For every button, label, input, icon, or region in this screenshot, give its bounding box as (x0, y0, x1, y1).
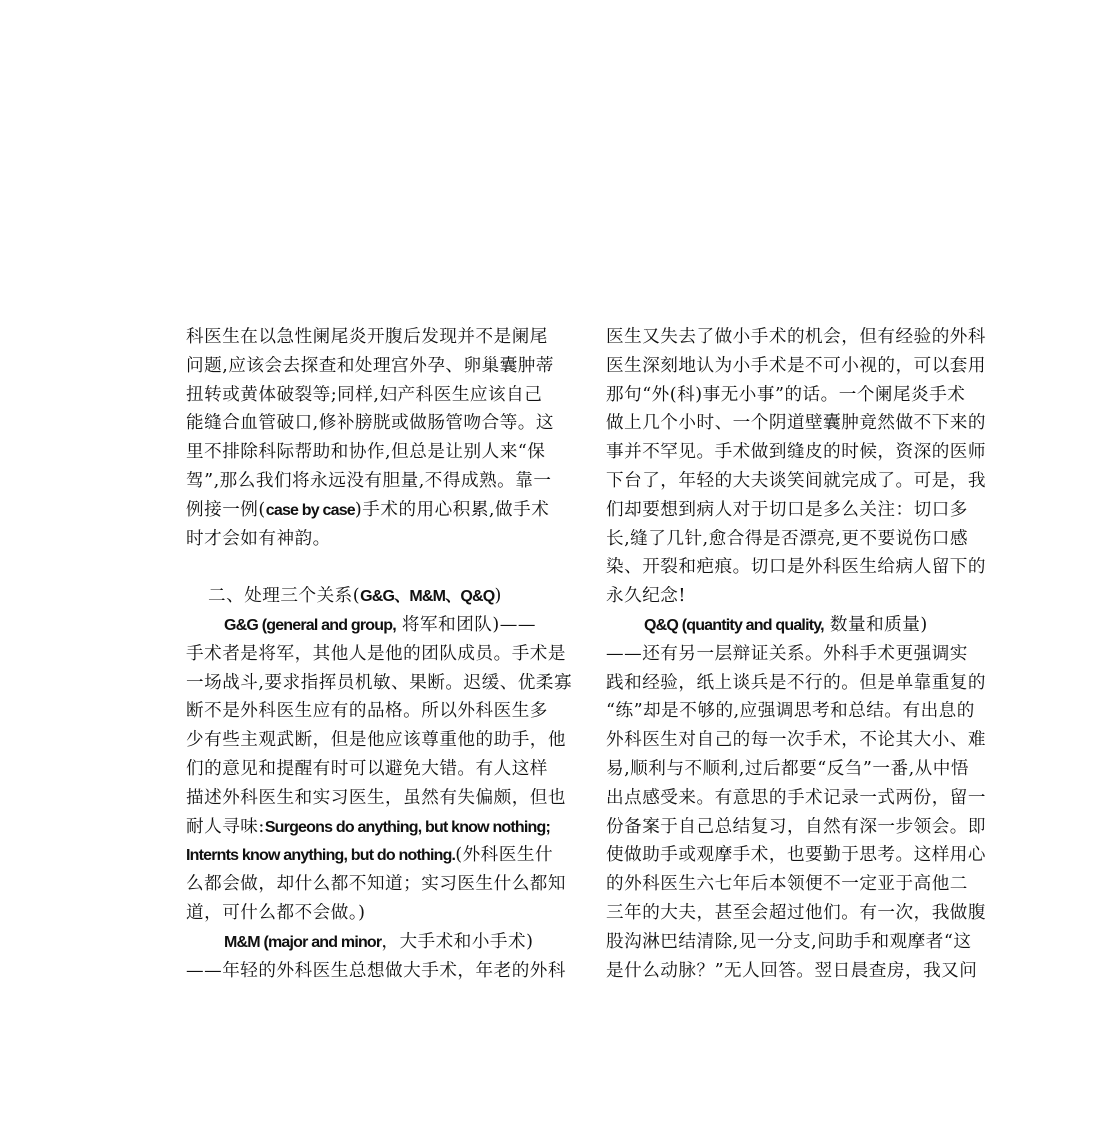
text-line: 手术者是将军，其他人是他的团队成员。手术是 (186, 643, 566, 664)
text-line: 的外科医生六七年后本领便不一定亚于高他二 (606, 874, 968, 895)
text-line: 里不排除科际帮助和协作,但总是让别人来“保 (186, 442, 546, 463)
text-segment: ) (494, 586, 502, 607)
text-line: 是什么动脉？”无人回答。翌日晨查房，我又问 (606, 960, 978, 981)
right-text-column (606, 323, 1002, 985)
text-line: 医生又失去了做小手术的机会，但有经验的外科 (606, 327, 986, 347)
text-line: 描述外科医生和实习医生，虽然有失偏颇，但也 (186, 787, 566, 808)
text-line: 永久纪念! (606, 586, 686, 607)
english-term: G&G、M&M、Q&Q (360, 588, 495, 606)
text-line: ——年轻的外科医生总想做大手术，年老的外科 (186, 960, 566, 981)
text-segment: (外科医生什 (455, 845, 554, 866)
text-line: 们的意见和提醒有时可以避免大错。有人这样 (186, 758, 548, 779)
left-text-column (186, 323, 578, 985)
section-heading (186, 582, 578, 611)
text-line: 驾”,那么我们将永远没有胆量,不得成熟。靠一 (186, 470, 552, 491)
text-line: 出点感受来。有意思的手术记录一式两份，留一 (606, 787, 986, 808)
text-line (186, 813, 578, 842)
text-line (186, 841, 578, 870)
text-line: 股沟淋巴结清除,见一分支,问助手和观摩者“这 (606, 931, 972, 952)
text-line: 断不是外科医生应有的品格。所以外科医生多 (186, 701, 548, 722)
term-heading (606, 611, 1002, 640)
text-line: 践和经验，纸上谈兵是不行的。但是单靠重复的 (606, 672, 986, 693)
text-segment: 数量和质量) (823, 614, 928, 635)
text-line: 下台了，年轻的大夫谈笑间就完成了。可是，我 (606, 470, 986, 491)
english-term: case by case (265, 501, 355, 519)
text-line: 使做助手或观摩手术，也要勤于思考。这样用心 (606, 845, 986, 866)
text-segment: )手术的用心积累,做手术 (354, 499, 550, 520)
text-line: 能缝合血管破口,修补膀胱或做肠管吻合等。这 (186, 413, 554, 434)
text-line: 外科医生对自己的每一次手术，不论其大小、难 (606, 730, 986, 751)
text-line: 少有些主观武断，但是他应该尊重他的助手，他 (186, 730, 566, 751)
text-segment: ，大手术和小手术) (381, 931, 534, 952)
english-term: M&M (major and minor (224, 933, 382, 951)
text-line: 们却要想到病人对于切口是多么关注：切口多 (606, 499, 968, 520)
text-segment: 二、处理三个关系( (208, 586, 361, 607)
text-line: 扭转或黄体破裂等;同样,妇产科医生应该自己 (186, 384, 543, 405)
text-line: 染、开裂和疤痕。切口是外科医生给病人留下的 (606, 557, 986, 578)
text-segment: 耐人寻味: (186, 816, 265, 837)
english-term: G&G (general and group, (224, 616, 396, 634)
english-term: Q&Q (quantity and quality, (644, 616, 824, 634)
text-line: 科医生在以急性阑尾炎开腹后发现并不是阑尾 (186, 327, 548, 347)
text-line: ——还有另一层辩证关系。外科手术更强调实 (606, 643, 968, 664)
text-line: 时才会如有神韵。 (186, 528, 331, 549)
text-segment: 例接一例( (186, 499, 266, 520)
text-line: 问题,应该会去探查和处理宫外孕、卵巢囊肿蒂 (186, 355, 554, 376)
text-line: “练”却是不够的,应强调思考和总结。有出息的 (606, 701, 975, 722)
term-heading (186, 928, 578, 957)
text-line: 份备案于自己总结复习，自然有深一步领会。即 (606, 816, 986, 837)
text-line: 事并不罕见。手术做到缝皮的时候，资深的医师 (606, 442, 986, 463)
text-line (186, 496, 578, 525)
text-line: 三年的大夫，甚至会超过他们。有一次，我做腹 (606, 902, 986, 923)
text-line: 做上几个小时、一个阴道壁囊肿竟然做不下来的 (606, 413, 986, 434)
english-term: Surgeons do anything, but know nothing; (264, 818, 551, 836)
text-line: 易,顺利与不顺利,过后都要“反刍”一番,从中悟 (606, 758, 969, 779)
text-line: 一场战斗,要求指挥员机敏、果断。迟缓、优柔寡 (186, 672, 573, 693)
text-line: 那句“外(科)事无小事”的话。一个阑尾炎手术 (606, 384, 966, 405)
text-segment: 将军和团队)—— (395, 614, 536, 635)
text-line: 医生深刻地认为小手术是不可小视的，可以套用 (606, 355, 986, 376)
english-term: Internts know anything, but do nothing. (186, 847, 456, 865)
text-line: 长,缝了几针,愈合得是否漂亮,更不要说伤口感 (606, 528, 969, 549)
term-heading (186, 611, 578, 640)
paragraph-gap (186, 553, 578, 582)
text-line: 么都会做，却什么都不知道；实习医生什么都知 (186, 874, 566, 895)
text-line: 道，可什么都不会做。) (186, 902, 366, 923)
